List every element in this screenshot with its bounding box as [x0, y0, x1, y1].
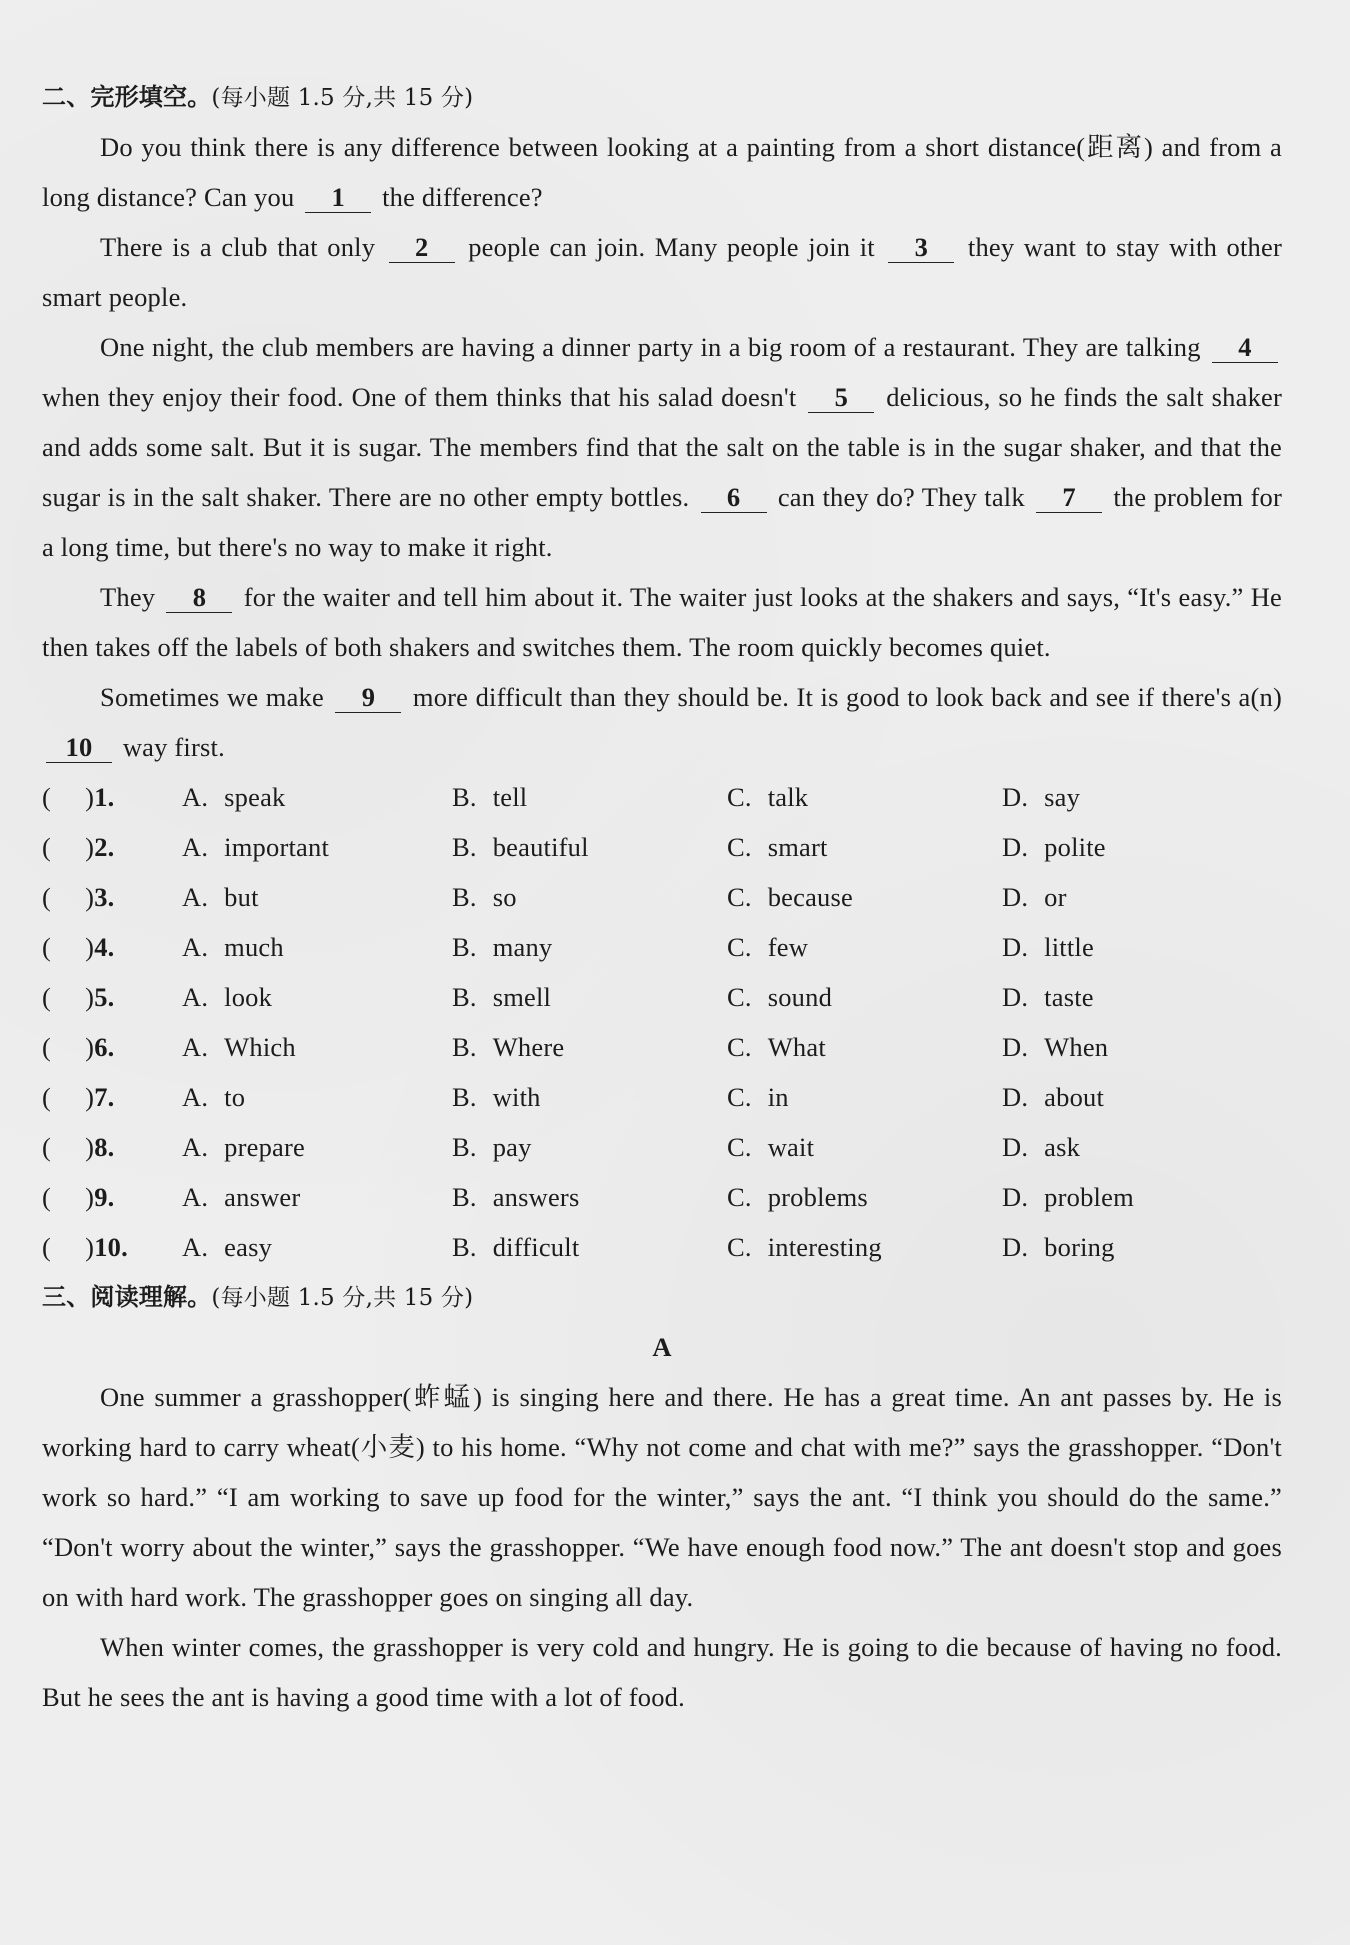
option-a[interactable] — [42, 1222, 452, 1272]
option-c[interactable] — [727, 1172, 1002, 1222]
blank-3[interactable]: 3 — [888, 232, 954, 263]
option-letter: A. — [182, 782, 209, 812]
option-text: smart — [767, 832, 828, 862]
question-number: 9. — [94, 1182, 115, 1212]
option-letter: C. — [727, 1132, 752, 1162]
answer-options-list — [42, 772, 1282, 1272]
option-text: Where — [492, 1032, 565, 1062]
option-letter: A. — [182, 882, 209, 912]
option-text: look — [224, 982, 273, 1012]
question-row — [42, 822, 1282, 872]
answer-bracket[interactable]: ( )7. — [42, 1082, 115, 1112]
passage-text: Do you think there is any difference between looking at a painting from a short distance(距离) and from a long distance? Can you — [42, 132, 1282, 212]
option-letter: A. — [182, 1182, 209, 1212]
option-content — [1002, 882, 1067, 912]
passage-text: they want to stay with other smart people. — [42, 232, 1282, 312]
option-content — [182, 1082, 245, 1112]
option-content — [727, 1132, 814, 1162]
option-text: What — [767, 1032, 826, 1062]
option-content — [182, 1032, 296, 1062]
option-text: problems — [767, 1182, 868, 1212]
question-row — [42, 1022, 1282, 1072]
option-letter: C. — [727, 982, 752, 1012]
passage-text: One night, the club members are having a dinner party in a big room of a restaurant. They are talking — [100, 332, 1201, 362]
option-text: smell — [492, 982, 552, 1012]
option-text: easy — [224, 1232, 273, 1262]
question-number: 3. — [94, 882, 115, 912]
reading-paragraph: When winter comes, the grasshopper is very cold and hungry. He is going to die because of having no food. But he sees the ant is having a good time with a lot of food. — [42, 1632, 1282, 1712]
option-content — [1002, 932, 1094, 962]
option-content — [182, 932, 284, 962]
option-content — [452, 782, 527, 812]
blank-8[interactable]: 8 — [166, 582, 232, 613]
option-letter: A. — [182, 1032, 209, 1062]
passage-text: way first. — [122, 732, 225, 762]
option-b[interactable] — [452, 1022, 727, 1072]
option-d[interactable] — [1002, 1122, 1282, 1172]
section-note: (每小题 1.5 分,共 15 分) — [211, 1285, 474, 1311]
option-d[interactable] — [1002, 772, 1282, 822]
option-content — [452, 1032, 564, 1062]
passage-text: when they enjoy their food. One of them thinks that his salad doesn't — [42, 382, 797, 412]
option-letter: B. — [452, 982, 477, 1012]
question-row — [42, 872, 1282, 922]
question-row — [42, 1072, 1282, 1122]
option-content — [727, 1182, 868, 1212]
option-c[interactable] — [727, 972, 1002, 1022]
option-d[interactable] — [1002, 922, 1282, 972]
option-c[interactable] — [727, 1122, 1002, 1172]
option-content — [182, 1232, 272, 1262]
option-text: difficult — [492, 1232, 580, 1262]
option-text: or — [1044, 882, 1067, 912]
question-number: 2. — [94, 832, 115, 862]
option-content — [1002, 1232, 1115, 1262]
option-letter: D. — [1002, 1232, 1029, 1262]
option-content — [727, 882, 853, 912]
option-letter: B. — [452, 832, 477, 862]
option-text: answer — [224, 1182, 301, 1212]
option-text: many — [492, 932, 553, 962]
section-title: 二、完形填空。 — [42, 83, 212, 111]
answer-bracket[interactable]: ( )4. — [42, 932, 115, 962]
question-row — [42, 772, 1282, 822]
blank-7[interactable]: 7 — [1036, 482, 1102, 513]
answer-bracket[interactable]: ( )10. — [42, 1232, 128, 1262]
passage-text: for the waiter and tell him about it. The waiter just looks at the shakers and says, “It's easy.” He then takes off the labels of both shakers and switches them. The room quickly becomes quiet. — [42, 582, 1283, 662]
option-letter: B. — [452, 1182, 477, 1212]
passage-text: people can join. Many people join it — [468, 232, 875, 262]
option-content — [182, 982, 272, 1012]
answer-bracket[interactable]: ( )3. — [42, 882, 115, 912]
option-letter: A. — [182, 1132, 209, 1162]
blank-2[interactable]: 2 — [389, 232, 455, 263]
option-b[interactable] — [452, 822, 727, 872]
passage-text: They — [100, 582, 156, 612]
option-content — [1002, 1182, 1134, 1212]
option-a[interactable] — [42, 1072, 452, 1122]
answer-bracket[interactable]: ( )2. — [42, 832, 115, 862]
option-text: problem — [1044, 1182, 1134, 1212]
option-letter: D. — [1002, 932, 1029, 962]
option-content — [182, 882, 259, 912]
question-row — [42, 922, 1282, 972]
option-a[interactable] — [42, 872, 452, 922]
question-number: 6. — [94, 1032, 115, 1062]
option-a[interactable] — [42, 1122, 452, 1172]
option-text: talk — [767, 782, 809, 812]
option-letter: D. — [1002, 832, 1029, 862]
option-content — [452, 1232, 579, 1262]
option-a[interactable] — [42, 922, 452, 972]
option-content — [1002, 1082, 1104, 1112]
answer-bracket[interactable]: ( )9. — [42, 1182, 115, 1212]
option-content — [1002, 832, 1106, 862]
section-heading-cloze — [42, 72, 1282, 122]
option-b[interactable] — [452, 972, 727, 1022]
option-letter: B. — [452, 782, 477, 812]
blank-9[interactable]: 9 — [335, 682, 401, 713]
option-letter: C. — [727, 1032, 752, 1062]
option-text: wait — [767, 1132, 815, 1162]
option-content — [182, 832, 329, 862]
question-number: 8. — [94, 1132, 115, 1162]
option-text: important — [224, 832, 330, 862]
option-text: prepare — [224, 1132, 306, 1162]
option-text: When — [1044, 1032, 1109, 1062]
option-content — [1002, 782, 1080, 812]
option-d[interactable] — [1002, 1172, 1282, 1222]
option-d[interactable] — [1002, 872, 1282, 922]
question-number: 4. — [94, 932, 115, 962]
option-letter: C. — [727, 1082, 752, 1112]
option-text: Which — [224, 1032, 296, 1062]
option-content — [727, 1032, 826, 1062]
option-letter: C. — [727, 882, 752, 912]
option-content — [1002, 1032, 1108, 1062]
option-c[interactable] — [727, 1072, 1002, 1122]
option-content — [182, 1182, 300, 1212]
question-number: 5. — [94, 982, 115, 1012]
option-b[interactable] — [452, 1222, 727, 1272]
question-row — [42, 1222, 1282, 1272]
option-content — [452, 932, 552, 962]
passage-label: A — [652, 1332, 672, 1362]
option-letter: D. — [1002, 982, 1029, 1012]
option-content — [182, 1132, 305, 1162]
option-text: about — [1044, 1082, 1105, 1112]
option-a[interactable] — [42, 1172, 452, 1222]
option-text: polite — [1044, 832, 1106, 862]
option-content — [452, 982, 551, 1012]
option-letter: D. — [1002, 1132, 1029, 1162]
option-letter: A. — [182, 982, 209, 1012]
answer-bracket[interactable]: ( )6. — [42, 1032, 115, 1062]
blank-6[interactable]: 6 — [701, 482, 767, 513]
passage-text: the problem for a long time, but there's no way to make it right. — [42, 482, 1283, 562]
option-text: boring — [1044, 1232, 1115, 1262]
option-letter: A. — [182, 832, 209, 862]
section-note: (每小题 1.5 分,共 15 分) — [211, 85, 474, 111]
option-letter: D. — [1002, 882, 1029, 912]
option-a[interactable] — [42, 972, 452, 1022]
option-content — [727, 1232, 882, 1262]
question-number: 1. — [94, 782, 115, 812]
option-d[interactable] — [1002, 972, 1282, 1022]
passage-text: the difference? — [382, 182, 543, 212]
option-d[interactable] — [1002, 1222, 1282, 1272]
option-content — [1002, 982, 1094, 1012]
option-text: in — [767, 1082, 789, 1112]
option-text: much — [224, 932, 284, 962]
answer-bracket[interactable]: ( )1. — [42, 782, 115, 812]
option-c[interactable] — [727, 822, 1002, 872]
option-letter: B. — [452, 882, 477, 912]
option-content — [727, 782, 808, 812]
option-text: so — [492, 882, 517, 912]
question-row — [42, 972, 1282, 1022]
option-text: sound — [767, 982, 833, 1012]
option-letter: B. — [452, 1132, 477, 1162]
option-letter: D. — [1002, 1032, 1029, 1062]
option-letter: C. — [727, 782, 752, 812]
option-letter: B. — [452, 1082, 477, 1112]
option-letter: C. — [727, 1182, 752, 1212]
answer-bracket[interactable]: ( )5. — [42, 982, 115, 1012]
option-letter: D. — [1002, 782, 1029, 812]
option-content — [727, 1082, 789, 1112]
option-letter: B. — [452, 1232, 477, 1262]
answer-bracket[interactable]: ( )8. — [42, 1132, 115, 1162]
option-c[interactable] — [727, 772, 1002, 822]
option-b[interactable] — [452, 1122, 727, 1172]
passage-text: Sometimes we make — [100, 682, 324, 712]
option-content — [452, 832, 589, 862]
passage-text: delicious, so he finds the salt shaker and adds some salt. But it is sugar. The members find that the salt on the table is in the sugar shaker, and that the sugar is in the salt shaker. There are no other empty bottles. — [42, 382, 1283, 512]
blank-5[interactable]: 5 — [808, 382, 874, 413]
option-c[interactable] — [727, 922, 1002, 972]
option-text: interesting — [767, 1232, 882, 1262]
option-b[interactable] — [452, 872, 727, 922]
option-letter: A. — [182, 1082, 209, 1112]
option-letter: C. — [727, 832, 752, 862]
option-b[interactable] — [452, 1072, 727, 1122]
option-text: with — [492, 1082, 541, 1112]
option-c[interactable] — [727, 872, 1002, 922]
option-text: ask — [1044, 1132, 1081, 1162]
blank-1[interactable]: 1 — [305, 182, 371, 213]
option-letter: A. — [182, 1232, 209, 1262]
cloze-paragraph — [42, 122, 1282, 222]
option-text: answers — [492, 1182, 580, 1212]
option-text: but — [224, 882, 259, 912]
option-content — [727, 832, 828, 862]
option-text: say — [1044, 782, 1081, 812]
option-text: to — [224, 1082, 246, 1112]
question-row — [42, 1122, 1282, 1172]
option-letter: A. — [182, 932, 209, 962]
question-number: 7. — [94, 1082, 115, 1112]
option-content — [452, 882, 517, 912]
option-text: taste — [1044, 982, 1094, 1012]
option-content — [727, 932, 808, 962]
option-text: pay — [492, 1132, 532, 1162]
passage-text: can they do? They talk — [777, 482, 1025, 512]
question-number: 10. — [94, 1232, 128, 1262]
option-content — [452, 1132, 532, 1162]
passage-text: more difficult than they should be. It is good to look back and see if there's a(n) — [412, 682, 1282, 712]
option-text: because — [767, 882, 853, 912]
cloze-paragraph — [42, 222, 1282, 322]
cloze-paragraph — [42, 672, 1282, 772]
option-letter: B. — [452, 1032, 477, 1062]
section-title: 三、阅读理解。 — [42, 1283, 212, 1311]
option-a[interactable] — [42, 822, 452, 872]
option-d[interactable] — [1002, 822, 1282, 872]
passage-text: There is a club that only — [100, 232, 376, 262]
option-c[interactable] — [727, 1022, 1002, 1072]
option-letter: D. — [1002, 1182, 1029, 1212]
option-a[interactable] — [42, 1022, 452, 1072]
cloze-paragraph — [42, 572, 1282, 672]
option-letter: C. — [727, 932, 752, 962]
option-text: tell — [492, 782, 528, 812]
reading-paragraph: One summer a grasshopper(蚱蜢) is singing here and there. He has a great time. An ant passes by. He is working hard to carry wheat(小麦) to his home. “Why not come and chat with me?” says the grasshopper. “Don't work so hard.” “I am working to save up food for the winter,” says the ant. “I think you should do the same.” “Don't worry about the winter,” says the grasshopper. “We have enough food now.” The ant doesn't stop and goes on with hard work. The grasshopper goes on singing all day. — [42, 1382, 1282, 1612]
option-d[interactable] — [1002, 1022, 1282, 1072]
blank-4[interactable]: 4 — [1212, 332, 1278, 363]
option-text: speak — [224, 782, 286, 812]
option-content — [1002, 1132, 1080, 1162]
worksheet-content — [42, 72, 1282, 1722]
question-row — [42, 1172, 1282, 1222]
option-letter: D. — [1002, 1082, 1029, 1112]
cloze-paragraph — [42, 322, 1282, 572]
option-letter: B. — [452, 932, 477, 962]
option-content — [182, 782, 286, 812]
option-d[interactable] — [1002, 1072, 1282, 1122]
option-content — [452, 1182, 579, 1212]
option-content — [727, 982, 832, 1012]
option-a[interactable] — [42, 772, 452, 822]
option-b[interactable] — [452, 922, 727, 972]
section-heading-reading — [42, 1272, 1282, 1322]
option-text: few — [767, 932, 809, 962]
option-content — [452, 1082, 541, 1112]
blank-10[interactable]: 10 — [46, 732, 112, 763]
option-letter: C. — [727, 1232, 752, 1262]
option-b[interactable] — [452, 772, 727, 822]
option-c[interactable] — [727, 1222, 1002, 1272]
option-text: little — [1044, 932, 1094, 962]
option-b[interactable] — [452, 1172, 727, 1222]
option-text: beautiful — [492, 832, 589, 862]
